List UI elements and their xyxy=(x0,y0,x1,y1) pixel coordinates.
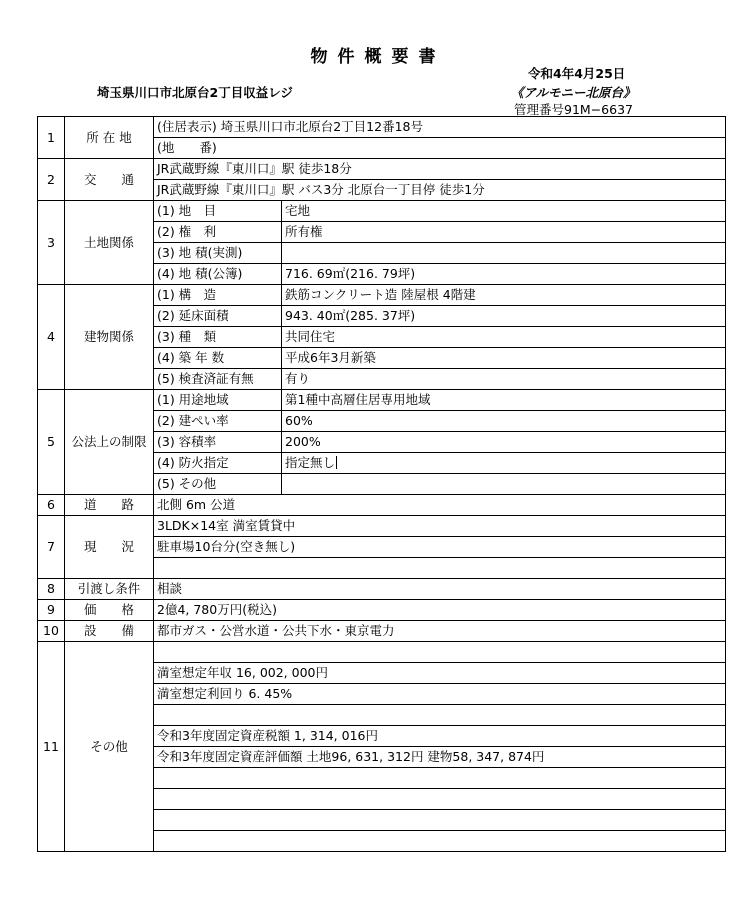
item-label: (5) 検査済証有無 xyxy=(154,369,282,390)
status-line: 3LDK×14室 満室賃貸中 xyxy=(154,516,726,537)
row-category-road: 道 路 xyxy=(65,495,154,516)
location-address-line: (住居表示) 埼玉県川口市北原台2丁目12番18号 xyxy=(154,117,726,138)
table-row xyxy=(38,390,726,411)
price-value: 2億4, 780万円(税込) xyxy=(154,600,726,621)
table-row xyxy=(38,201,726,222)
document-date: 令和4年4月25日 xyxy=(528,66,626,81)
item-label: (5) その他 xyxy=(154,474,282,495)
other-line xyxy=(154,768,726,789)
table-row xyxy=(38,621,726,642)
location-lot-line: (地 番) xyxy=(154,138,726,159)
row-number: 2 xyxy=(38,159,65,201)
other-line: 令和3年度固定資産税額 1, 314, 016円 xyxy=(154,726,726,747)
delivery-terms-value: 相談 xyxy=(154,579,726,600)
management-number: 管理番号91M−6637 xyxy=(514,102,633,117)
row-category-price: 価 格 xyxy=(65,600,154,621)
item-value: 716. 69㎡(216. 79坪) xyxy=(282,264,726,285)
item-value: 有り xyxy=(282,369,726,390)
row-category-location: 所 在 地 xyxy=(65,117,154,159)
row-number: 4 xyxy=(38,285,65,390)
item-value: 60% xyxy=(282,411,726,432)
property-name: 埼玉県川口市北原台2丁目収益レジ xyxy=(97,85,293,100)
document-title: 物件概要書 xyxy=(310,47,446,67)
road-value: 北側 6m 公道 xyxy=(154,495,726,516)
item-label: (3) 地 積(実測) xyxy=(154,243,282,264)
row-number: 1 xyxy=(38,117,65,159)
row-category-facilities: 設 備 xyxy=(65,621,154,642)
table-row xyxy=(38,159,726,180)
other-line xyxy=(154,810,726,831)
item-label: (2) 建ぺい率 xyxy=(154,411,282,432)
other-line: 満室想定利回り 6. 45% xyxy=(154,684,726,705)
row-category-legal-restrictions: 公法上の制限 xyxy=(65,390,154,495)
item-label: (1) 地 目 xyxy=(154,201,282,222)
item-value: 宅地 xyxy=(282,201,726,222)
transport-line: JR武蔵野線『東川口』駅 徒歩18分 xyxy=(154,159,726,180)
transport-line: JR武蔵野線『東川口』駅 バス3分 北原台一丁目停 徒歩1分 xyxy=(154,180,726,201)
table-row xyxy=(38,579,726,600)
status-line xyxy=(154,558,726,579)
other-line: 令和3年度固定資産評価額 土地96, 631, 312円 建物58, 347, 874円 xyxy=(154,747,726,768)
table-row xyxy=(38,600,726,621)
row-category-other: その他 xyxy=(65,642,154,852)
row-number: 5 xyxy=(38,390,65,495)
row-number: 3 xyxy=(38,201,65,285)
row-category-delivery-terms: 引渡し条件 xyxy=(65,579,154,600)
row-number: 9 xyxy=(38,600,65,621)
item-value: 所有権 xyxy=(282,222,726,243)
item-label: (1) 用途地域 xyxy=(154,390,282,411)
status-line: 駐車場10台分(空き無し) xyxy=(154,537,726,558)
other-line xyxy=(154,642,726,663)
fire-designation-value: 指定無し xyxy=(285,455,336,470)
item-value: 200% xyxy=(282,432,726,453)
item-value: 943. 40㎡(285. 37坪) xyxy=(282,306,726,327)
item-label: (2) 権 利 xyxy=(154,222,282,243)
row-category-transport: 交 通 xyxy=(65,159,154,201)
table-row xyxy=(38,495,726,516)
item-value: 共同住宅 xyxy=(282,327,726,348)
table-row xyxy=(38,285,726,306)
other-line xyxy=(154,831,726,852)
item-value: 鉄筋コンクリート造 陸屋根 4階建 xyxy=(282,285,726,306)
item-value[interactable] xyxy=(282,453,726,474)
item-value: 平成6年3月新築 xyxy=(282,348,726,369)
row-number: 6 xyxy=(38,495,65,516)
other-line xyxy=(154,705,726,726)
item-label: (4) 築 年 数 xyxy=(154,348,282,369)
item-label: (4) 地 積(公簿) xyxy=(154,264,282,285)
item-label: (1) 構 造 xyxy=(154,285,282,306)
item-label: (3) 種 類 xyxy=(154,327,282,348)
item-label: (2) 延床面積 xyxy=(154,306,282,327)
text-cursor xyxy=(336,456,337,469)
item-label: (4) 防火指定 xyxy=(154,453,282,474)
row-category-building: 建物関係 xyxy=(65,285,154,390)
item-value xyxy=(282,474,726,495)
item-label: (3) 容積率 xyxy=(154,432,282,453)
row-number: 11 xyxy=(38,642,65,852)
property-summary-table xyxy=(37,116,726,852)
row-category-land: 土地関係 xyxy=(65,201,154,285)
row-number: 10 xyxy=(38,621,65,642)
table-row xyxy=(38,516,726,537)
other-line xyxy=(154,789,726,810)
other-line: 満室想定年収 16, 002, 000円 xyxy=(154,663,726,684)
item-value xyxy=(282,243,726,264)
table-row xyxy=(38,117,726,138)
building-name: 《アルモニー北原台》 xyxy=(511,85,636,100)
row-number: 8 xyxy=(38,579,65,600)
facilities-value: 都市ガス・公営水道・公共下水・東京電力 xyxy=(154,621,726,642)
row-number: 7 xyxy=(38,516,65,579)
row-category-current-status: 現 況 xyxy=(65,516,154,579)
item-value: 第1種中高層住居専用地域 xyxy=(282,390,726,411)
table-row xyxy=(38,642,726,663)
